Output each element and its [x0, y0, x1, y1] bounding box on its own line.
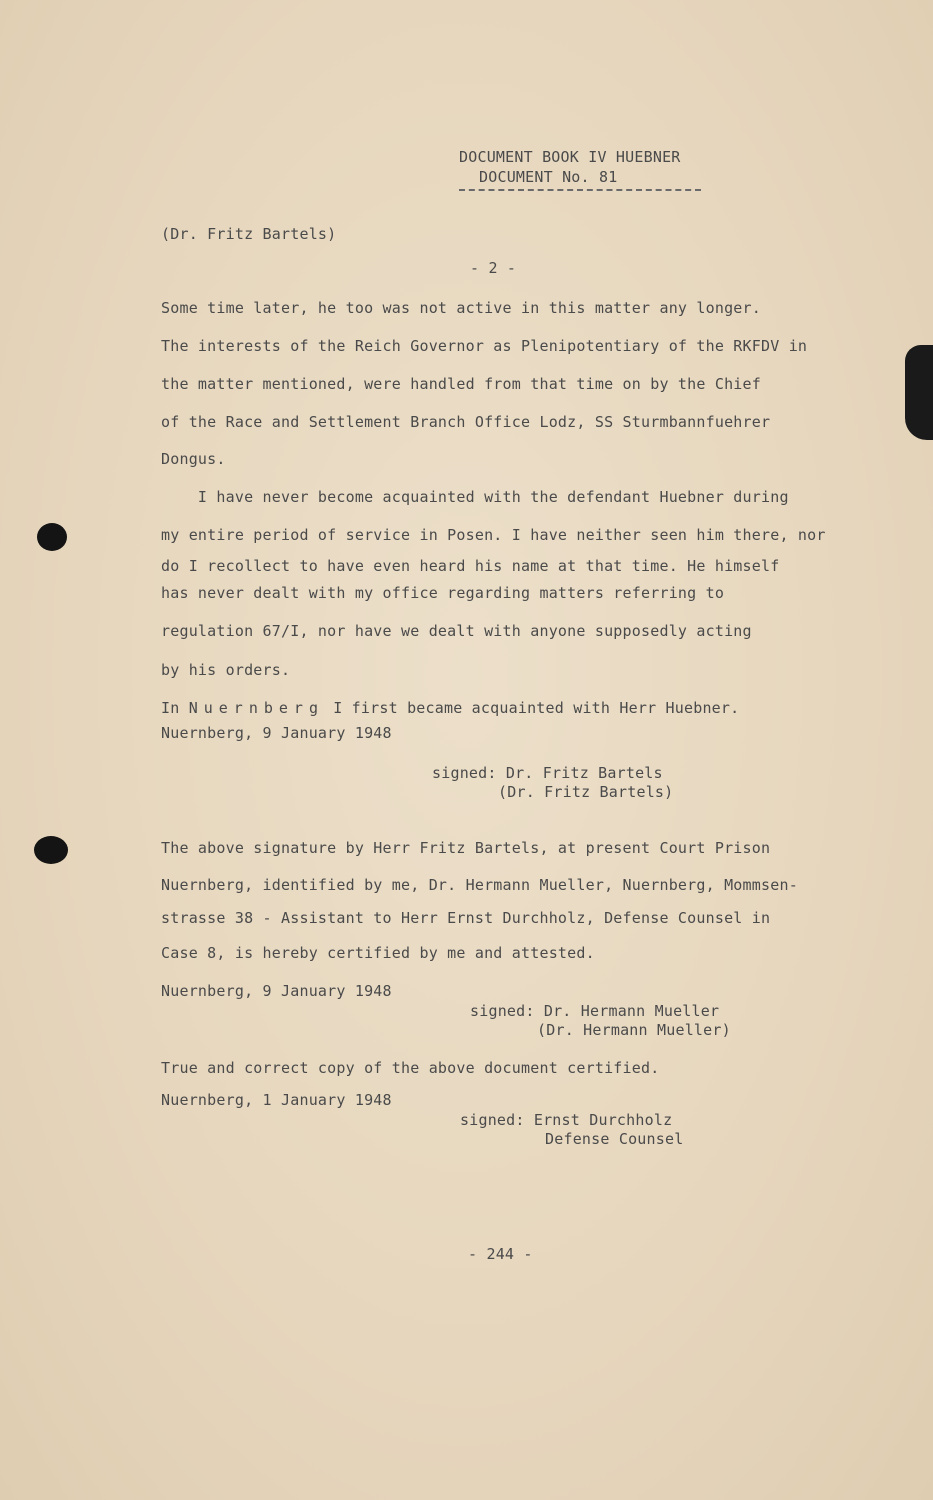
signature3-title: Defense Counsel — [545, 1130, 684, 1148]
certification-line4: Case 8, is hereby certified by me and attested. — [161, 944, 595, 962]
header-document-number: DOCUMENT No. 81 — [479, 168, 618, 186]
paragraph2-line1: I have never become acquainted with the defendant Huebner during — [161, 488, 789, 506]
header-underline — [459, 189, 701, 191]
page-number: - 244 - — [468, 1245, 533, 1263]
nuernberg-line — [161, 699, 739, 717]
paragraph1-line5: Dongus. — [161, 450, 226, 468]
signature2-signed: signed: Dr. Hermann Mueller — [470, 1002, 720, 1020]
signature1-name: (Dr. Fritz Bartels) — [498, 783, 674, 801]
nuernberg-spaced-word: Nuernberg — [188, 699, 324, 717]
true-copy-line: True and correct copy of the above document certified. — [161, 1059, 660, 1077]
date-line-3: Nuernberg, 1 January 1948 — [161, 1091, 392, 1109]
signature2-name: (Dr. Hermann Mueller) — [537, 1021, 731, 1039]
certification-line2: Nuernberg, identified by me, Dr. Hermann Mueller, Nuernberg, Mommsen- — [161, 876, 798, 894]
paragraph2-line5: regulation 67/I, nor have we dealt with anyone supposedly acting — [161, 622, 752, 640]
nuernberg-prefix: In — [161, 699, 180, 717]
date-line-2: Nuernberg, 9 January 1948 — [161, 982, 392, 1000]
paragraph2-line3: do I recollect to have even heard his name at that time. He himself — [161, 557, 780, 575]
punch-hole-top — [37, 523, 67, 551]
signature3-signed: signed: Ernst Durchholz — [460, 1111, 673, 1129]
paragraph1-line4: of the Race and Settlement Branch Office Lodz, SS Sturmbannfuehrer — [161, 413, 771, 431]
page-edge-tab — [905, 345, 933, 440]
date-line-1: Nuernberg, 9 January 1948 — [161, 724, 392, 742]
header-document-book: DOCUMENT BOOK IV HUEBNER — [459, 148, 681, 166]
paragraph2-line2: my entire period of service in Posen. I have neither seen him there, nor — [161, 526, 826, 544]
paragraph2-line6: by his orders. — [161, 661, 291, 679]
punch-hole-bottom — [34, 836, 68, 864]
paragraph1-line3: the matter mentioned, were handled from that time on by the Chief — [161, 375, 761, 393]
page-marker: - 2 - — [470, 259, 517, 277]
paragraph2-line4: has never dealt with my office regarding matters referring to — [161, 584, 725, 602]
certification-line3: strasse 38 - Assistant to Herr Ernst Durchholz, Defense Counsel in — [161, 909, 771, 927]
paragraph1-line2: The interests of the Reich Governor as Plenipotentiary of the RKFDV in — [161, 337, 808, 355]
certification-line1: The above signature by Herr Fritz Bartels, at present Court Prison — [161, 839, 771, 857]
author-line: (Dr. Fritz Bartels) — [161, 225, 337, 243]
nuernberg-suffix: I first became acquainted with Herr Huebner. — [333, 699, 740, 717]
paragraph1-line1: Some time later, he too was not active in this matter any longer. — [161, 299, 761, 317]
signature1-signed: signed: Dr. Fritz Bartels — [432, 764, 663, 782]
